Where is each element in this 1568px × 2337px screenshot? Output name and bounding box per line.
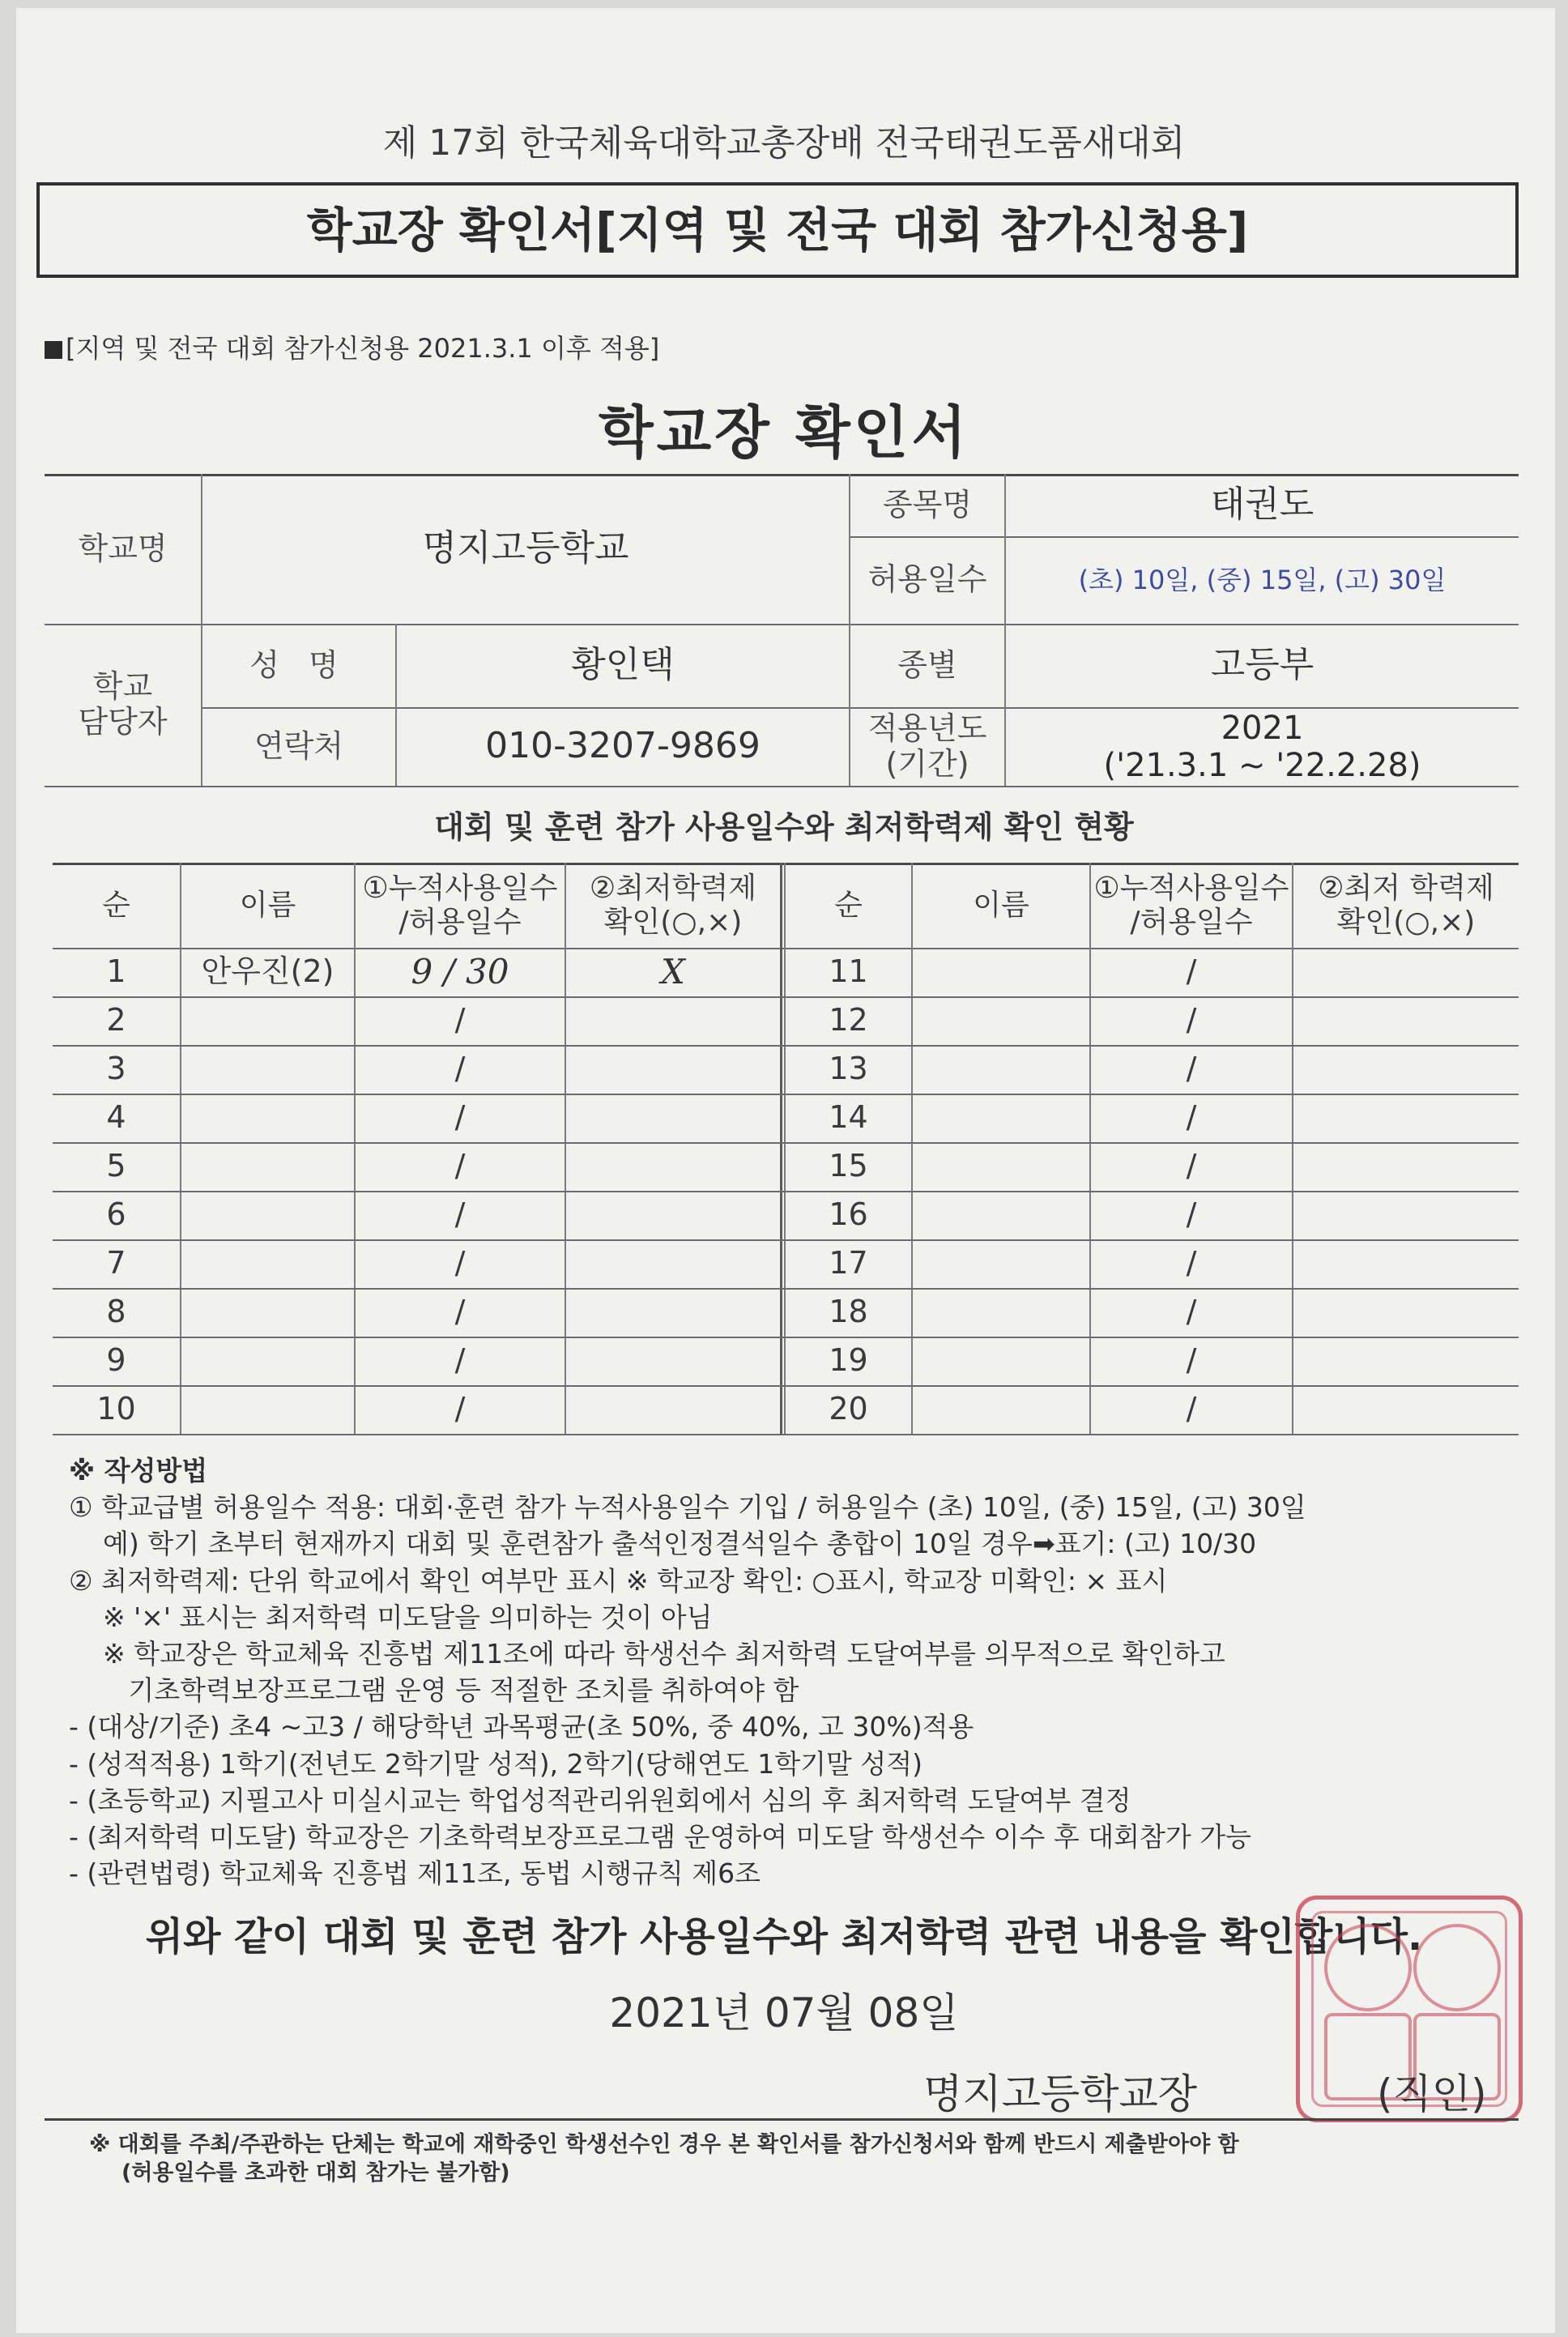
- row-left-min: [566, 1191, 780, 1239]
- row-left-min: [566, 1094, 780, 1142]
- applicability-note-text: [지역 및 전국 대회 참가신청용 2021.3.1 이후 적용]: [66, 333, 660, 364]
- instruction-line: - (관련법령) 학교체육 진흥법 제11조, 동법 시행규칙 제6조: [69, 1857, 761, 1890]
- main-title: 학교장 확인서: [598, 399, 970, 466]
- row-right-no: 15: [829, 1148, 868, 1184]
- col-header-days-left-line2: /허용일수: [398, 905, 522, 939]
- event-label: 종목명: [882, 486, 973, 522]
- row-right-days: /: [1186, 1099, 1197, 1136]
- col-header-minscore-left: [566, 863, 780, 948]
- row-left-no: 6: [106, 1196, 126, 1233]
- row-right-no: 17: [829, 1245, 868, 1282]
- footer-divider: [45, 2118, 1519, 2121]
- row-right-no: 13: [829, 1051, 868, 1087]
- col-header-minscore-right: [1293, 863, 1519, 948]
- row-right-min: [1293, 1191, 1519, 1239]
- form-box-title: 학교장 확인서[지역 및 전국 대회 참가신청용]: [36, 182, 1519, 278]
- row-right-days: /: [1186, 1391, 1197, 1427]
- row-left-days: /: [454, 1245, 466, 1282]
- col-header-days-left: [356, 863, 565, 948]
- allowed-days-label: 허용일수: [867, 561, 987, 598]
- row-left-name: [181, 1288, 354, 1337]
- row-left-no: 3: [106, 1051, 126, 1087]
- row-left-no: 7: [106, 1245, 126, 1282]
- row-left-min: [566, 996, 780, 1045]
- contest-title: 제 17회 한국체육대학교총장배 전국태권도품새대회: [382, 122, 1186, 164]
- school-manager-label-line1: 학교: [92, 668, 153, 705]
- row-right-name: [913, 948, 1089, 996]
- row-left-name: [181, 1191, 354, 1239]
- row-right-days: /: [1186, 1051, 1197, 1087]
- col-header-days-right-line2: /허용일수: [1130, 905, 1253, 939]
- col-header-minscore-right-line2: 확인(○,×): [1336, 905, 1476, 939]
- row-left-name: [181, 1337, 354, 1385]
- row-left-min: [566, 1142, 780, 1191]
- row-left-name: [181, 996, 354, 1045]
- instruction-line: ② 최저학력제: 단위 학교에서 확인 여부만 표시 ※ 학교장 확인: ○표시, 학교장 미확인: × 표시: [69, 1564, 1168, 1597]
- principal-title: 명지고등학교장: [923, 2070, 1198, 2117]
- col-header-name-right: 이름: [973, 888, 1029, 922]
- school-manager-label: [45, 624, 201, 786]
- instruction-line: 예) 학기 초부터 현재까지 대회 및 훈련참가 출석인정결석일수 총합이 10일 경우➡표기: (고) 10/30: [69, 1528, 1257, 1560]
- manager-name-label: 성 명: [249, 646, 348, 683]
- row-left-days: /: [454, 1342, 466, 1379]
- col-header-days-right-line1: ①누적사용일수: [1093, 872, 1289, 906]
- instruction-line: - (최저학력 미도달) 학교장은 기초학력보장프로그램 운영하여 미도달 학생선수 이수 후 대회참가 가능: [69, 1821, 1252, 1853]
- year-label: [850, 707, 1004, 786]
- row-right-days: /: [1186, 1245, 1197, 1282]
- school-name-label: 학교명: [78, 530, 168, 566]
- row-right-name: [913, 1385, 1089, 1434]
- row-left-days: /: [454, 1002, 466, 1038]
- issue-date: 2021년 07월 08일: [609, 1989, 959, 2036]
- instruction-line: ※ 학교장은 학교체육 진흥법 제11조에 따라 학생선수 최저학력 도달여부를 의무적으로 확인하고: [69, 1638, 1225, 1670]
- row-right-name: [913, 1142, 1089, 1191]
- row-right-no: 11: [829, 953, 868, 990]
- row-left-min: [566, 1045, 780, 1094]
- square-bullet-icon: [45, 341, 62, 359]
- row-left-min: X: [661, 951, 685, 992]
- row-right-no: 19: [829, 1342, 868, 1379]
- instruction-line: - (성적적용) 1학기(전년도 2학기말 성적), 2학기(당해연도 1학기말 성적): [69, 1747, 923, 1780]
- row-right-days: /: [1186, 1342, 1197, 1379]
- row-left-days: /: [454, 1148, 466, 1184]
- year-value: [1006, 707, 1519, 786]
- row-left-name: [181, 1094, 354, 1142]
- row-left-no: 10: [96, 1391, 136, 1427]
- row-left-no: 8: [106, 1294, 126, 1330]
- instruction-line: 기초학력보장프로그램 운영 등 적절한 조치를 취하여야 함: [69, 1674, 799, 1707]
- division-label: 종별: [897, 646, 957, 683]
- school-name-value: 명지고등학교: [422, 527, 629, 569]
- row-right-min: [1293, 1337, 1519, 1385]
- row-right-name: [913, 996, 1089, 1045]
- instruction-line: - (초등학교) 지필고사 미실시교는 학업성적관리위원회에서 심의 후 최저학력 도달여부 결정: [69, 1784, 1131, 1816]
- col-header-minscore-right-line1: ②최저 학력제: [1318, 872, 1494, 906]
- applicability-note: [45, 328, 659, 365]
- row-right-min: [1293, 996, 1519, 1045]
- contact-value: 010-3207-9869: [485, 725, 761, 767]
- event-value: 태권도: [1210, 484, 1314, 526]
- row-left-min: [566, 1337, 780, 1385]
- year-label-line2: (기간): [885, 745, 969, 782]
- division-value: 고등부: [1210, 644, 1314, 686]
- seal-label: (직인): [1377, 2070, 1487, 2117]
- row-left-no: 5: [106, 1148, 126, 1184]
- usage-table-title: 대회 및 훈련 참가 사용일수와 최저학력제 확인 현황: [434, 809, 1134, 845]
- row-left-min: [566, 1239, 780, 1288]
- row-right-name: [913, 1191, 1089, 1239]
- row-right-no: 14: [829, 1099, 868, 1136]
- footer-note-line2: (허용일수를 초과한 대회 참가는 불가함): [121, 2160, 510, 2186]
- row-right-no: 12: [829, 1002, 868, 1038]
- row-left-days: /: [454, 1051, 466, 1087]
- row-right-days: /: [1186, 1148, 1197, 1184]
- row-left-name: [181, 1045, 354, 1094]
- row-right-min: [1293, 1385, 1519, 1434]
- row-right-min: [1293, 1094, 1519, 1142]
- row-left-min: [566, 1385, 780, 1434]
- year-label-line1: 적용년도: [867, 710, 987, 746]
- row-left-min: [566, 1288, 780, 1337]
- row-right-min: [1293, 948, 1519, 996]
- footer-note-line1: ※ 대회를 주최/주관하는 단체는 학교에 재학중인 학생선수인 경우 본 확인서를 참가신청서와 함께 반드시 제출받아야 함: [89, 2132, 1239, 2157]
- row-right-name: [913, 1045, 1089, 1094]
- row-left-name: [181, 1142, 354, 1191]
- row-left-days: /: [454, 1099, 466, 1136]
- year-value-line2: ('21.3.1 ~ '22.2.28): [1103, 746, 1421, 784]
- row-right-min: [1293, 1239, 1519, 1288]
- row-left-days: 9 / 30: [411, 951, 509, 992]
- col-header-minscore-left-line2: 확인(○,×): [603, 905, 743, 939]
- row-left-name: 안우진(2): [201, 953, 334, 990]
- row-right-days: /: [1186, 1294, 1197, 1330]
- instruction-line: ※ '×' 표시는 최저학력 미도달을 의미하는 것이 아님: [69, 1601, 713, 1633]
- manager-name-value: 황인택: [571, 644, 675, 686]
- allowed-days-value: (초) 10일, (중) 15일, (고) 30일: [1078, 564, 1447, 595]
- year-value-line1: 2021: [1221, 709, 1304, 747]
- col-header-no-left: 순: [102, 888, 130, 922]
- row-right-name: [913, 1337, 1089, 1385]
- row-right-no: 18: [829, 1294, 868, 1330]
- row-right-no: 20: [829, 1391, 868, 1427]
- instruction-line: - (대상/기준) 초4 ~고3 / 해당학년 과목평균(초 50%, 중 40%, 고 30%)적용: [69, 1711, 974, 1743]
- instruction-line: ※ 작성방법: [69, 1455, 208, 1486]
- row-left-days: /: [454, 1391, 466, 1427]
- row-left-no: 4: [106, 1099, 126, 1136]
- school-manager-label-line2: 담당자: [78, 704, 168, 740]
- col-header-days-left-line1: ①누적사용일수: [362, 872, 558, 906]
- contact-label: 연락처: [254, 727, 344, 764]
- row-left-no: 2: [106, 1002, 126, 1038]
- row-left-days: /: [454, 1196, 466, 1233]
- col-header-no-right: 순: [834, 888, 863, 922]
- row-right-days: /: [1186, 953, 1197, 990]
- row-right-name: [913, 1239, 1089, 1288]
- row-right-days: /: [1186, 1002, 1197, 1038]
- row-right-min: [1293, 1288, 1519, 1337]
- confirmation-statement: 위와 같이 대회 및 훈련 참가 사용일수와 최저학력 관련 내용을 확인합니다.: [145, 1914, 1423, 1960]
- col-header-name-left: 이름: [239, 888, 296, 922]
- row-left-name: [181, 1385, 354, 1434]
- row-left-days: /: [454, 1294, 466, 1330]
- row-right-min: [1293, 1045, 1519, 1094]
- row-right-days: /: [1186, 1196, 1197, 1233]
- row-right-no: 16: [829, 1196, 868, 1233]
- row-left-name: [181, 1239, 354, 1288]
- col-header-minscore-left-line1: ②최저학력제: [589, 872, 757, 906]
- col-header-days-right: [1091, 863, 1292, 948]
- row-right-name: [913, 1094, 1089, 1142]
- row-left-no: 1: [106, 953, 126, 990]
- row-right-min: [1293, 1142, 1519, 1191]
- row-right-name: [913, 1288, 1089, 1337]
- row-left-no: 9: [106, 1342, 126, 1379]
- instruction-line: ① 학교급별 허용일수 적용: 대회·훈련 참가 누적사용일수 기입 / 허용일수 (초) 10일, (중) 15일, (고) 30일: [69, 1491, 1306, 1524]
